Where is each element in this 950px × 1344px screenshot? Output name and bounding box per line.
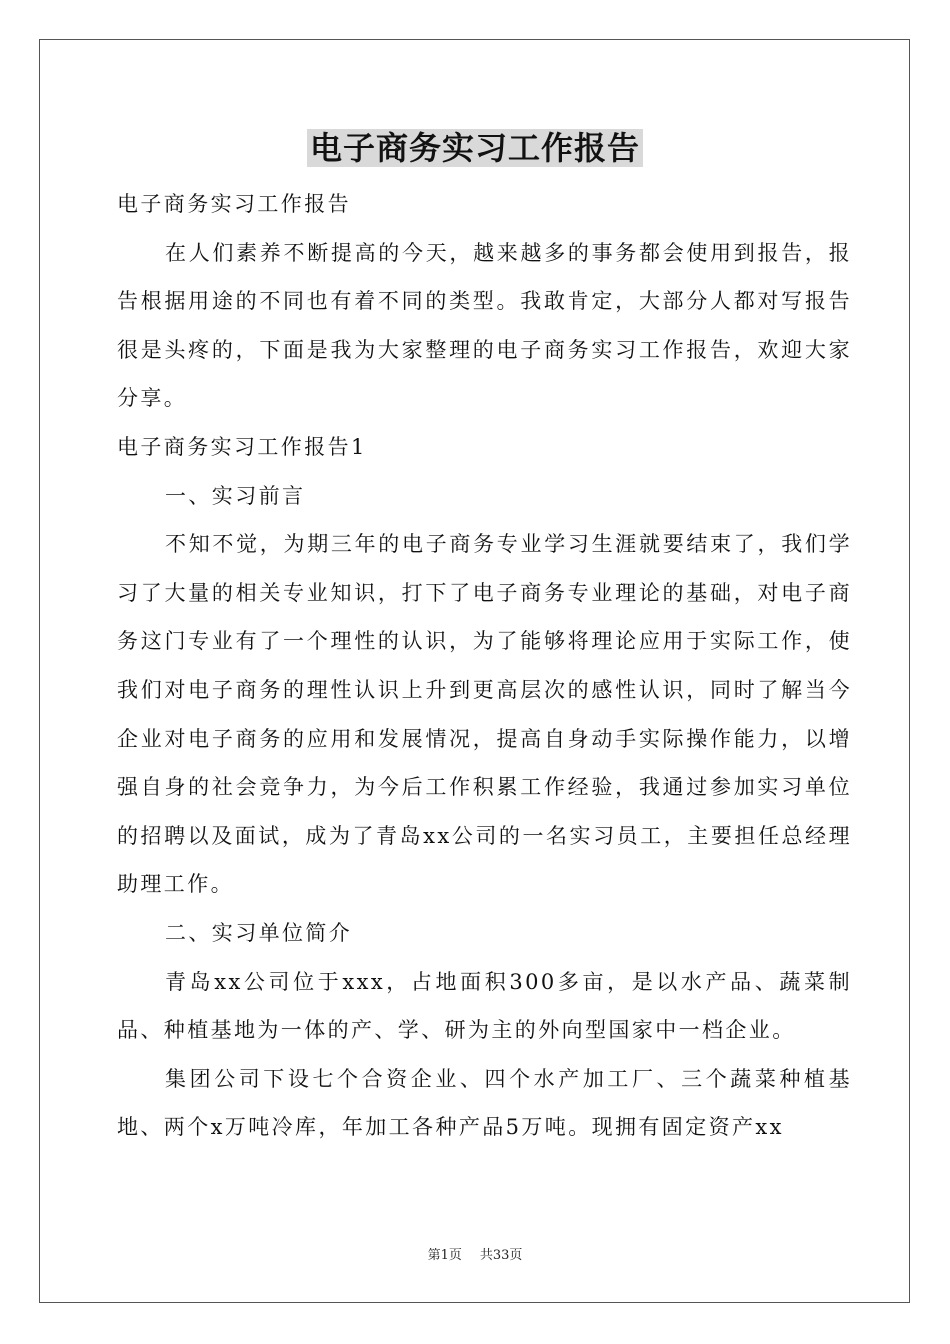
paragraph: 在人们素养不断提高的今天，越来越多的事务都会使用到报告，报告根据用途的不同也有着不同的类型。我敢肯定，大部分人都对写报告很是头疼的，下面是我为大家整理的电子商务实习工作报告，欢迎大家分享。 [117,240,852,411]
paragraph: 不知不觉，为期三年的电子商务专业学习生涯就要结束了，我们学习了大量的相关专业知识，打下了电子商务专业理论的基础，对电子商务这门专业有了一个理性的认识，为了能够将理论应用于实际工作，使我们对电子商务的理性认识上升到更高层次的感性认识，同时了解当今企业对电子商务的应用和发展情况，提高自身动手实际操作能力，以增强自身的社会竞争力，为今后工作积累工作经验，我通过参加实习单位的招聘以及面试，成为了青岛xx公司的一名实习员工，主要担任总经理助理工作。 [117,532,852,897]
page-number: 第1页 [427,1248,462,1263]
paragraph: 青岛xx公司位于xxx，占地面积300多亩，是以水产品、蔬菜制品、种植基地为一体的产、学、研为主的外向型国家中一档企业。 [117,969,852,1043]
page-total: 共33页 [479,1248,523,1263]
sub-heading: 一、实习前言 [165,483,306,508]
document-title-text: 电子商务实习工作报告 [307,129,643,167]
document-title [0,126,950,170]
sub-heading: 二、实习单位简介 [165,920,353,945]
section-heading: 电子商务实习工作报告1 [117,434,367,459]
paragraph: 集团公司下设七个合资企业、四个水产加工厂、三个蔬菜种植基地、两个x万吨冷库，年加工各种产品5万吨。现拥有固定资产xx [117,1066,852,1140]
page-footer [0,1247,950,1265]
paragraph: 电子商务实习工作报告 [117,192,351,216]
document-body [117,180,852,1152]
